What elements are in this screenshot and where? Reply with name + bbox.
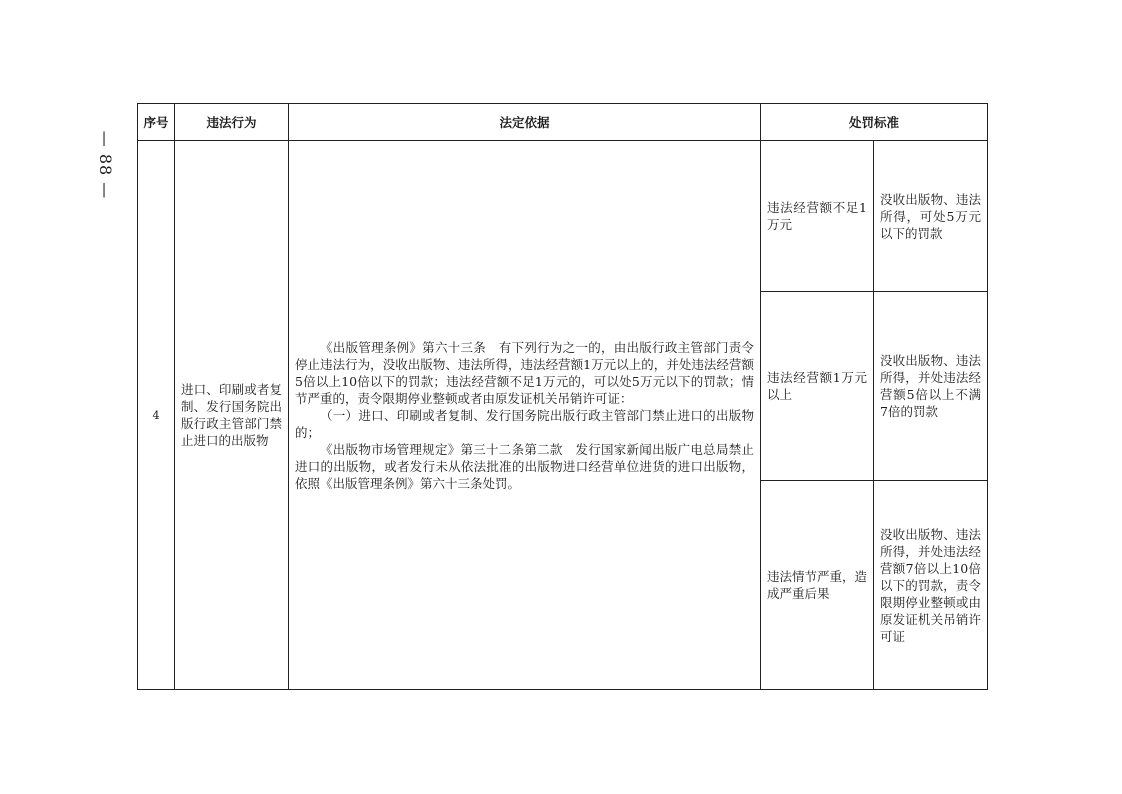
- row-number: 4: [138, 141, 175, 690]
- header-act: 违法行为: [175, 104, 289, 141]
- header-penalty: 处罚标准: [761, 104, 988, 141]
- standard-penalty: 没收出版物、违法所得，可处5万元以下的罚款: [874, 141, 988, 292]
- standard-condition: 违法经营额不足1万元: [761, 141, 874, 292]
- violation-act: 进口、印刷或者复制、发行国务院出版行政主管部门禁止进口的出版物: [175, 141, 289, 690]
- table-row: [138, 141, 988, 292]
- standard-penalty: 没收出版物、违法所得，并处违法经营额5倍以上不满7倍的罚款: [874, 292, 988, 481]
- header-no: 序号: [138, 104, 175, 141]
- standard-condition: 违法经营额1万元以上: [761, 292, 874, 481]
- basis-paragraph: 《出版物市场管理规定》第三十二条第二款 发行国家新闻出版广电总局禁止进口的出版物，或者发行未从依法批准的出版物进口经营单位进货的进口出版物，依照《出版管理条例》第六十三条处罚。: [295, 441, 754, 491]
- penalty-table: [137, 103, 988, 690]
- page-number: — 88 —: [96, 130, 116, 200]
- legal-basis: [289, 141, 761, 690]
- header-row: [138, 104, 988, 141]
- standard-condition: 违法情节严重，造成严重后果: [761, 481, 874, 690]
- header-basis: 法定依据: [289, 104, 761, 141]
- basis-paragraph: 《出版管理条例》第六十三条 有下列行为之一的，由出版行政主管部门责令停止违法行为，没收出版物、违法所得，违法经营额1万元以上的，并处违法经营额5倍以上10倍以下的罚款；违法经营额不足1万元的，可以处5万元以下的罚款；情节严重的，责令限期停业整顿或者由原发证机关吊销许可证：: [295, 339, 754, 406]
- basis-paragraph: （一）进口、印刷或者复制、发行国务院出版行政主管部门禁止进口的出版物的；: [295, 407, 754, 440]
- standard-penalty: 没收出版物、违法所得，并处违法经营额7倍以上10倍以下的罚款，责令限期停业整顿或由原发证机关吊销许可证: [874, 481, 988, 690]
